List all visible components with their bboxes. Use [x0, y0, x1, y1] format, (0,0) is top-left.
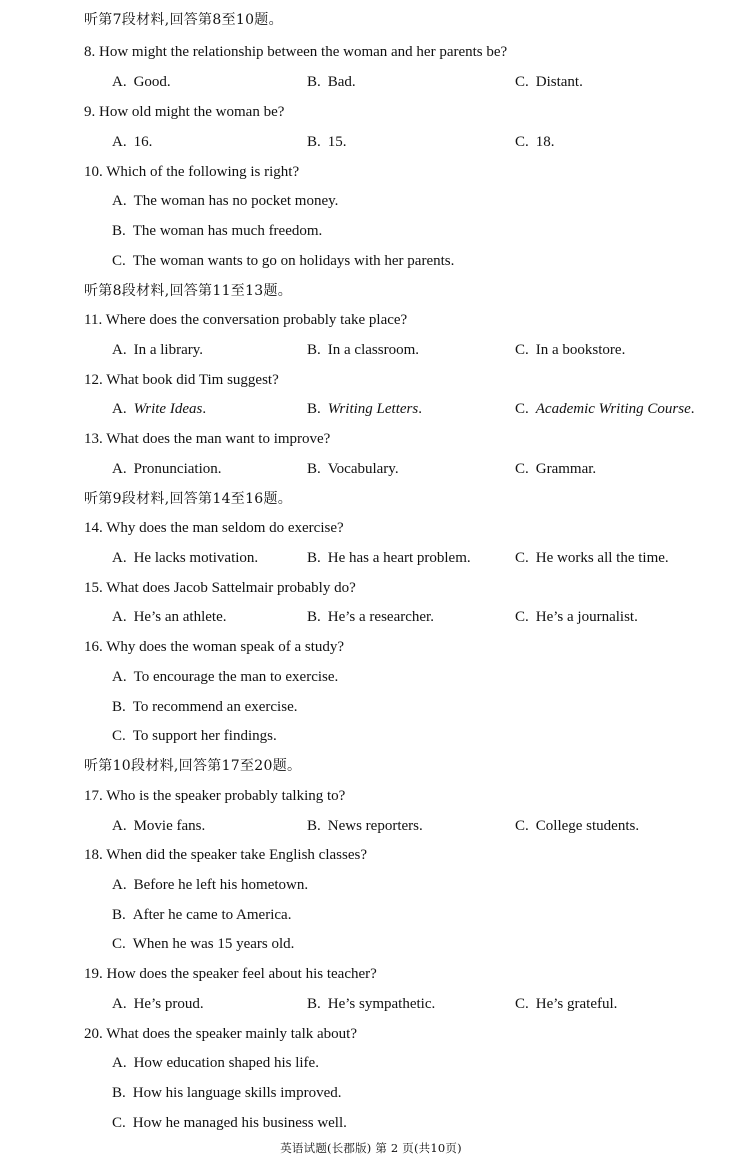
option-a: A. How education shaped his life. [112, 1055, 319, 1071]
option-a: A. He’s an athlete. [112, 609, 227, 625]
question-number: 14. [84, 520, 103, 536]
question-12 [84, 368, 279, 392]
option-c: C. 18. [515, 134, 555, 150]
question-14-options [0, 546, 742, 570]
option-c: C. To support her findings. [112, 728, 277, 744]
option-a: A. In a library. [112, 342, 204, 358]
option-b: B. Writing Letters. [307, 401, 422, 417]
book-title: Academic Writing Course [535, 401, 691, 417]
question-18-option-b [0, 903, 742, 927]
question-19-options [0, 992, 742, 1016]
question-13 [84, 427, 330, 451]
option-b: B. News reporters. [307, 818, 423, 834]
question-number: 18. [84, 847, 103, 863]
question-10-option-b [0, 219, 742, 243]
option-b: B. The woman has much freedom. [112, 223, 323, 239]
question-text: Why does the woman speak of a study? [106, 639, 345, 655]
question-18-option-a [0, 873, 742, 897]
option-b: B. He’s a researcher. [307, 609, 434, 625]
option-a: A. The woman has no pocket money. [112, 193, 339, 209]
question-11-options [0, 338, 742, 362]
option-b: B. In a classroom. [307, 342, 419, 358]
option-b: B. 15. [307, 134, 347, 150]
question-number: 19. [84, 966, 103, 982]
section-heading-passage-7: 听第7段材料,回答第8至10题。 [84, 12, 283, 28]
option-c: C. He’s grateful. [515, 996, 618, 1012]
option-b: B. Vocabulary. [307, 461, 399, 477]
question-text: How does the speaker feel about his teacher? [106, 966, 377, 982]
question-text: Why does the man seldom do exercise? [106, 520, 344, 536]
section-heading-passage-10: 听第10段材料,回答第17至20题。 [84, 758, 302, 774]
option-a: A. Movie fans. [112, 818, 206, 834]
question-16-option-a [0, 665, 742, 689]
option-b: B. Bad. [307, 74, 356, 90]
question-text: How might the relationship between the woman and her parents be? [99, 44, 508, 60]
question-number: 20. [84, 1026, 103, 1042]
option-a: A. 16. [112, 134, 153, 150]
option-b: B. After he came to America. [112, 907, 292, 923]
option-c: C. He’s a journalist. [515, 609, 638, 625]
option-c: C. He works all the time. [515, 550, 669, 566]
question-9-options [0, 130, 742, 154]
question-20-option-c [0, 1111, 742, 1135]
option-a: A. To encourage the man to exercise. [112, 669, 339, 685]
question-number: 10. [84, 164, 103, 180]
question-16 [84, 635, 344, 659]
option-a: A. Good. [112, 74, 171, 90]
book-title: Writing Letters [327, 401, 419, 417]
option-c: C. When he was 15 years old. [112, 936, 295, 952]
question-text: What does the speaker mainly talk about? [106, 1026, 357, 1042]
page-footer: 英语试题(长郡版) 第 2 页(共10页) [280, 1141, 462, 1155]
question-15 [84, 576, 356, 600]
question-13-options [0, 457, 742, 481]
question-16-option-b [0, 695, 742, 719]
question-10 [84, 160, 299, 184]
option-c: C. Distant. [515, 74, 583, 90]
question-text: Who is the speaker probably talking to? [106, 788, 346, 804]
question-number: 12. [84, 372, 103, 388]
question-12-options [0, 397, 742, 421]
question-text: How old might the woman be? [99, 104, 285, 120]
option-b: B. He has a heart problem. [307, 550, 471, 566]
option-b: B. How his language skills improved. [112, 1085, 342, 1101]
question-text: What does the man want to improve? [106, 431, 331, 447]
option-c: C. The woman wants to go on holidays with her parents. [112, 253, 455, 269]
question-10-option-a [0, 189, 742, 213]
question-18-option-c [0, 932, 742, 956]
question-14 [84, 516, 344, 540]
question-number: 9. [84, 104, 96, 120]
option-a: A. Before he left his hometown. [112, 877, 309, 893]
question-20 [84, 1022, 357, 1046]
question-15-options [0, 605, 742, 629]
section-heading-passage-8: 听第8段材料,回答第11至13题。 [84, 283, 293, 299]
question-19 [84, 962, 377, 986]
option-a: A. Write Ideas. [112, 401, 207, 417]
question-17 [84, 784, 345, 808]
question-number: 17. [84, 788, 103, 804]
question-8-options [0, 70, 742, 94]
option-c: C. How he managed his business well. [112, 1115, 347, 1131]
question-17-options [0, 814, 742, 838]
option-c: C. Academic Writing Course. [515, 401, 695, 417]
option-b: B. To recommend an exercise. [112, 699, 298, 715]
question-10-option-c [0, 249, 742, 273]
question-11 [84, 308, 407, 332]
option-a: A. He’s proud. [112, 996, 204, 1012]
book-title: Write Ideas [133, 401, 203, 417]
question-number: 11. [84, 312, 103, 328]
question-20-option-a [0, 1051, 742, 1075]
question-9 [84, 100, 284, 124]
option-a: A. Pronunciation. [112, 461, 222, 477]
question-text: What does Jacob Sattelmair probably do? [106, 580, 356, 596]
section-heading-passage-9: 听第9段材料,回答第14至16题。 [84, 491, 293, 507]
option-c: C. College students. [515, 818, 640, 834]
question-text: What book did Tim suggest? [106, 372, 279, 388]
option-c: C. Grammar. [515, 461, 597, 477]
question-text: When did the speaker take English classes? [106, 847, 367, 863]
question-16-option-c [0, 724, 742, 748]
question-8 [84, 40, 507, 64]
question-20-option-b [0, 1081, 742, 1105]
option-a: A. He lacks motivation. [112, 550, 259, 566]
question-number: 8. [84, 44, 96, 60]
option-c: C. In a bookstore. [515, 342, 626, 358]
question-text: Which of the following is right? [106, 164, 300, 180]
question-number: 15. [84, 580, 103, 596]
question-number: 16. [84, 639, 103, 655]
question-text: Where does the conversation probably take place? [105, 312, 408, 328]
question-number: 13. [84, 431, 103, 447]
question-18 [84, 843, 367, 867]
option-b: B. He’s sympathetic. [307, 996, 436, 1012]
